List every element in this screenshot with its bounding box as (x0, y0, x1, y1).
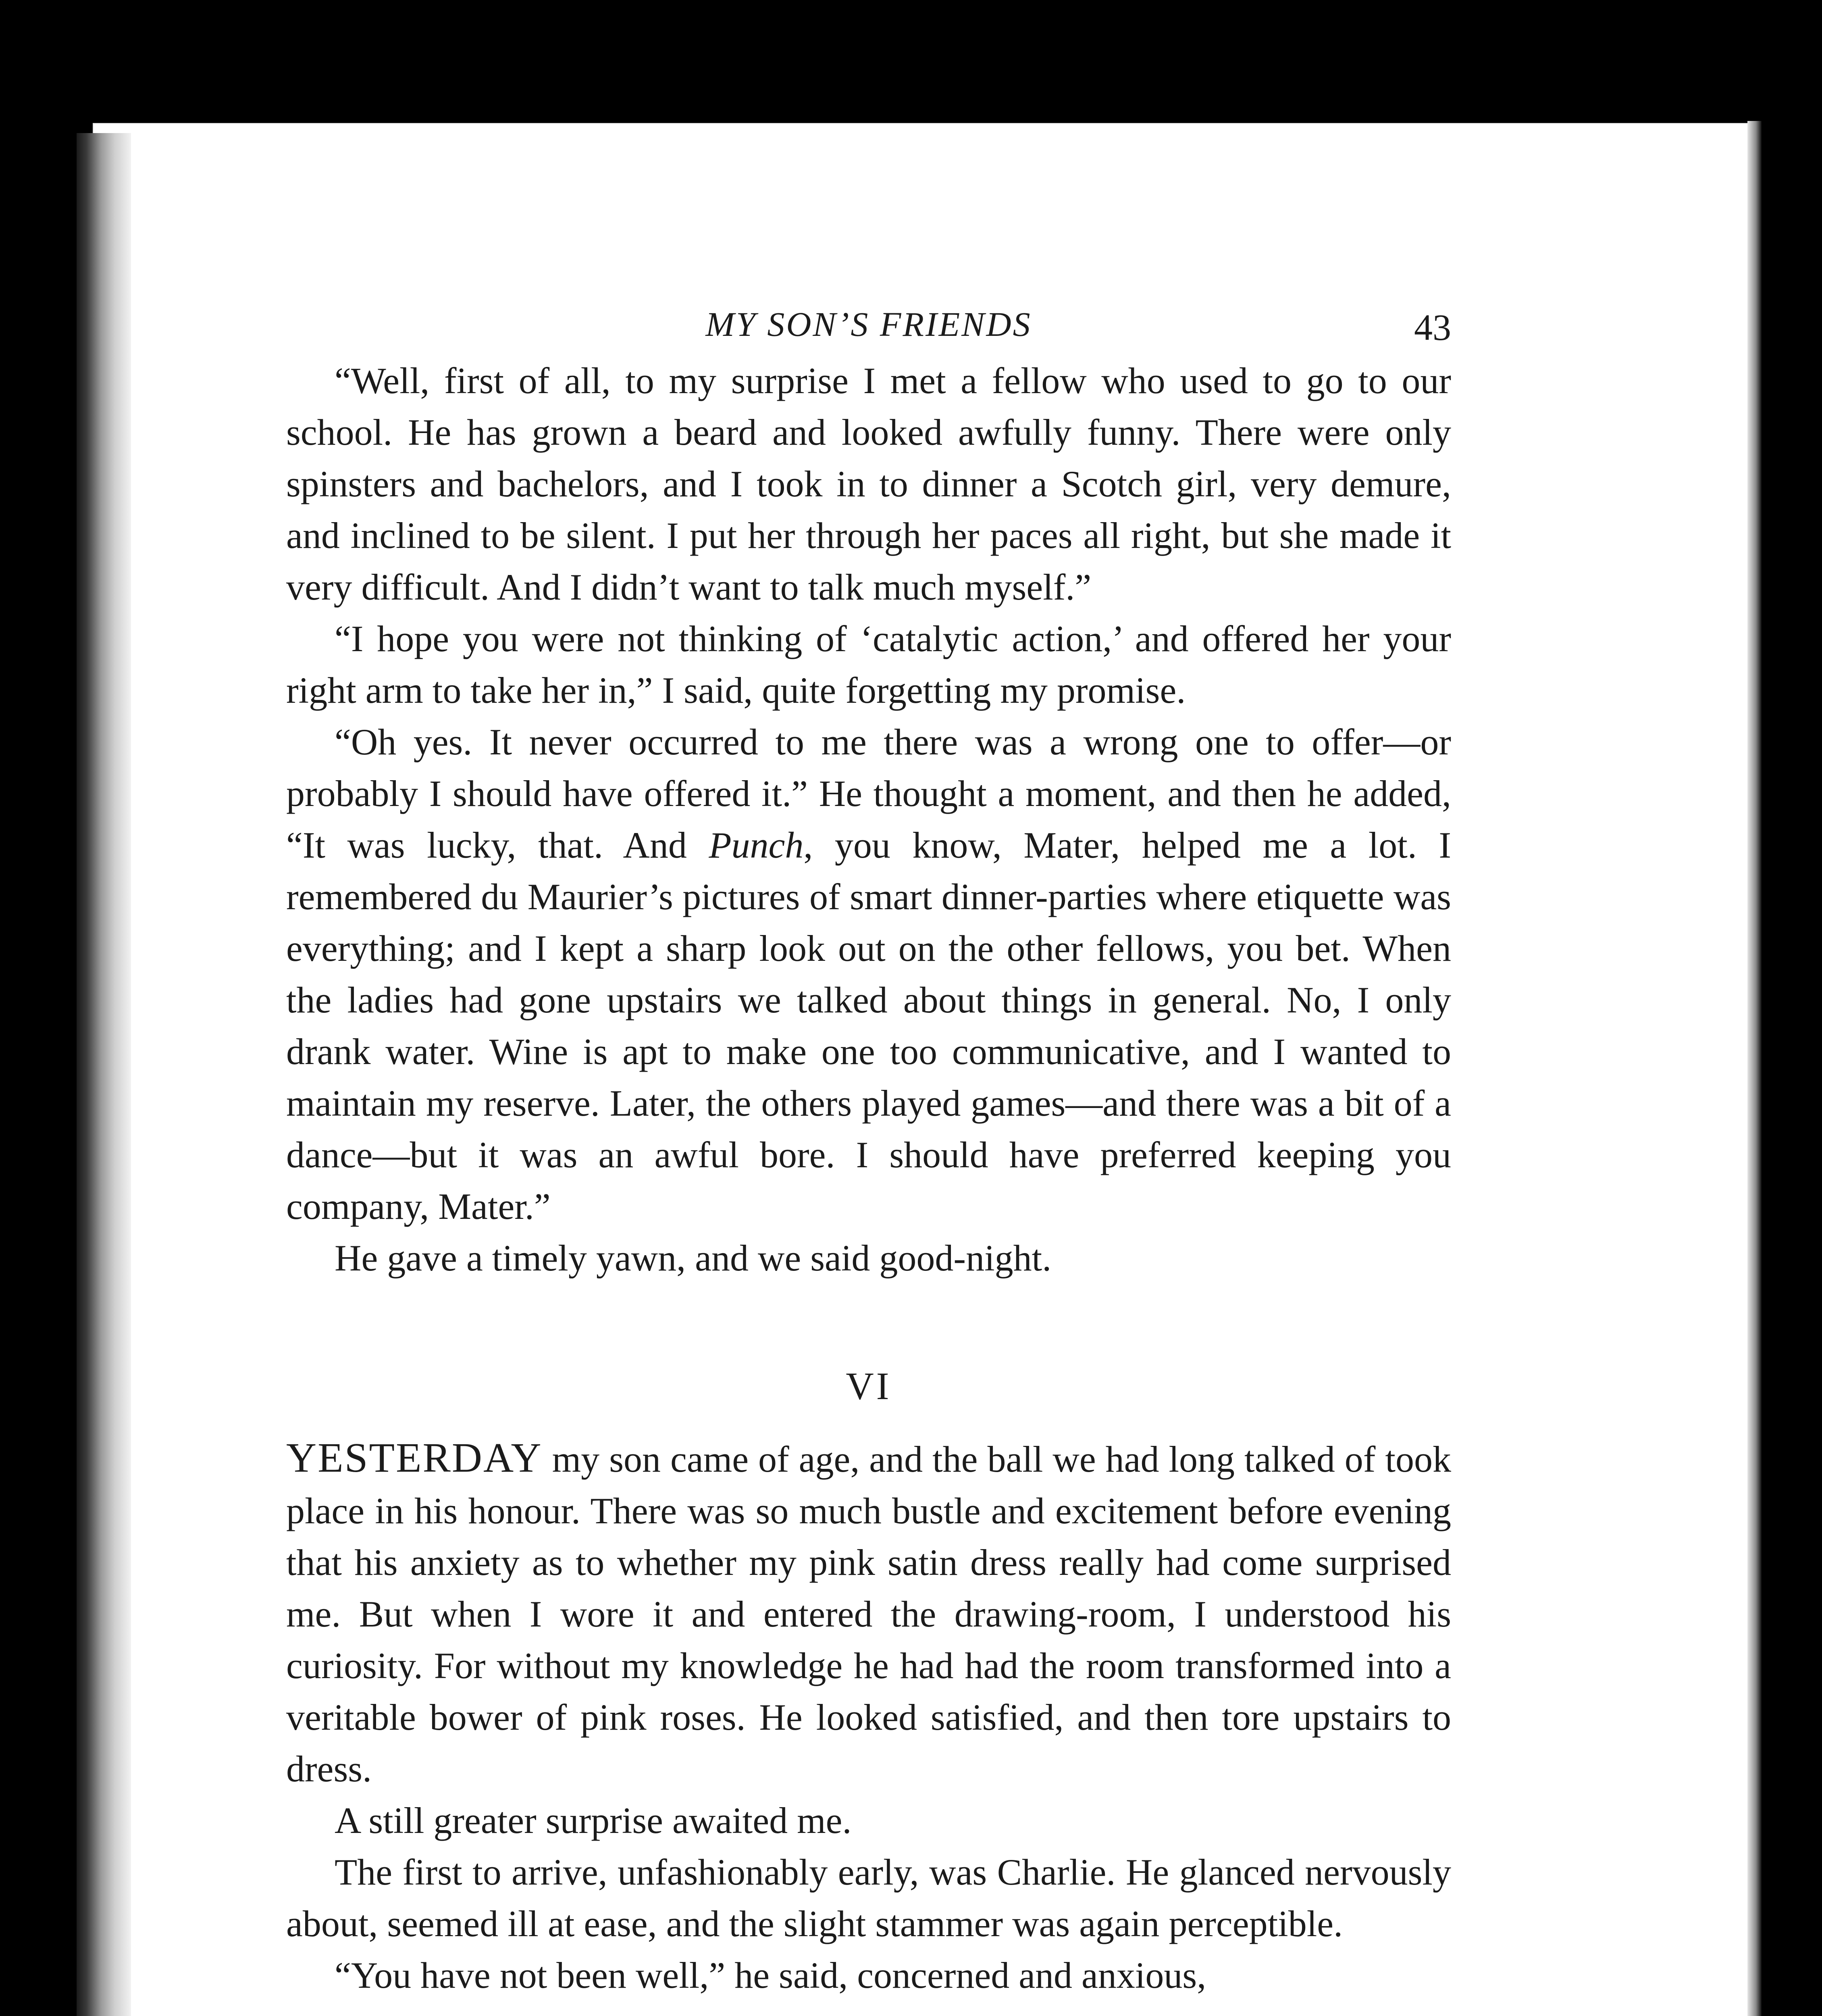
book-spine-shadow (77, 133, 131, 2016)
paragraph (286, 716, 1451, 1232)
paragraph: “You have not been well,” he said, concerned and anxious, (335, 1955, 1206, 1996)
opening-paragraph (286, 1432, 1451, 1795)
paragraph: The first to arrive, unfashionably early, was Charlie. He glanced nervously about, seemed ill at ease, and the slight stammer was again perceptible. (286, 1851, 1451, 1944)
text-block (286, 298, 1451, 2001)
page-edge (1747, 121, 1762, 2016)
section-heading: VI (846, 1364, 892, 1408)
paragraph: “I hope you were not thinking of ‘catalytic action,’ and offered her your right arm to take her in,” I said, quite forgetting my promise. (286, 618, 1451, 711)
paragraph: “Well, first of all, to my surprise I met a fellow who used to go to our school. He has grown a beard and looked awfully funny. There were only spinsters and bachelors, and I took in to dinner a Scotch girl, very demure, and inclined to be silent. I put her through her paces all right, but she made it very difficult. And I didn’t want to talk much myself.” (286, 360, 1451, 608)
running-title: MY SON’S FRIENDS (705, 305, 1032, 344)
paragraph-text: my son came of age, and the ball we had long talked of took place in his honour. There was so much bustle and excitement before evening that his anxiety as to whether my pink satin dress really had come surprised me. But when I wore it and entered the drawing-room, I understood his curiosity. For without my knowledge he had had the room transformed into a veritable bower of pink roses. He looked satisfied, and then tore upstairs to dress. (286, 1439, 1451, 1789)
running-head (286, 298, 1451, 347)
paragraph-text: , you know, Mater, helped me a lot. I remembered du Maurier’s pictures of smart dinner-parties where etiquette was everything; and I kept a sharp look out on the other fellows, you bet. When the ladies had gone upstairs we talked about things in general. No, I only drank water. Wine is apt to make one too communicative, and I wanted to maintain my reserve. Later, the others played games—and there was a bit of a dance—but it was an awful bore. I should have preferred keeping you company, Mater.” (286, 825, 1451, 1227)
italic-title: Punch (709, 825, 804, 866)
paragraph-text: “Oh yes. It never occurred to me there was a wrong one to offer—or probably I should have offered it.” He thought a moment, and then he added, “It was lucky, that. And (286, 721, 1451, 866)
paragraph: A still greater surprise awaited me. (335, 1800, 852, 1841)
opening-word: YESTERDAY (286, 1435, 543, 1481)
paragraph: He gave a timely yawn, and we said good-night. (335, 1237, 1052, 1279)
page-number: 43 (1414, 307, 1451, 348)
